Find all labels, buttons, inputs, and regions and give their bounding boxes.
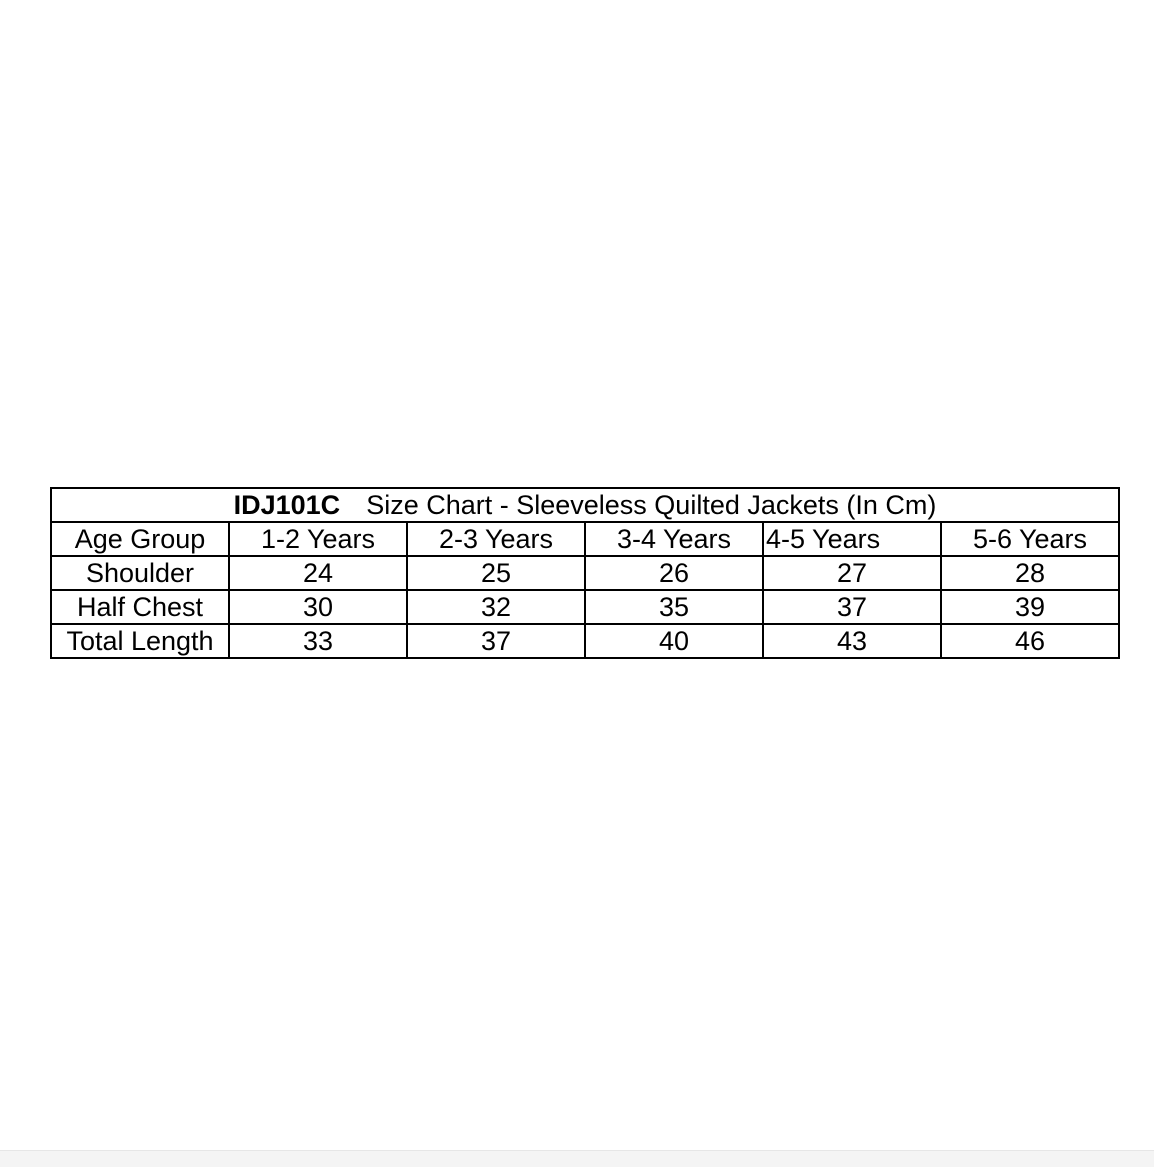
table-row [51, 556, 1119, 590]
table-row [51, 624, 1119, 658]
table-row [51, 590, 1119, 624]
header-cell: 2-3 Years [407, 522, 585, 556]
chart-title: Size Chart - Sleeveless Quilted Jackets (In Cm) [366, 490, 937, 520]
row-label: Shoulder [51, 556, 229, 590]
header-cell: Age Group [51, 522, 229, 556]
header-cell: 3-4 Years [585, 522, 763, 556]
table-cell: 28 [941, 556, 1119, 590]
table-cell: 37 [763, 590, 941, 624]
header-cell: 5-6 Years [941, 522, 1119, 556]
table-title [51, 488, 1119, 522]
table-cell: 46 [941, 624, 1119, 658]
header-cell: 4-5 Years [763, 522, 941, 556]
bottom-divider [0, 1150, 1154, 1167]
table-cell: 25 [407, 556, 585, 590]
row-label: Half Chest [51, 590, 229, 624]
table-cell: 33 [229, 624, 407, 658]
table-cell: 35 [585, 590, 763, 624]
table-cell: 39 [941, 590, 1119, 624]
row-label: Total Length [51, 624, 229, 658]
table-cell: 27 [763, 556, 941, 590]
table-cell: 24 [229, 556, 407, 590]
table-cell: 43 [763, 624, 941, 658]
table-cell: 40 [585, 624, 763, 658]
table-cell: 30 [229, 590, 407, 624]
header-cell: 1-2 Years [229, 522, 407, 556]
header-row [51, 522, 1119, 556]
table-cell: 32 [407, 590, 585, 624]
table-cell: 26 [585, 556, 763, 590]
product-code: IDJ101C [233, 490, 341, 520]
size-chart-table [50, 487, 1120, 659]
table-cell: 37 [407, 624, 585, 658]
title-row [51, 488, 1119, 522]
